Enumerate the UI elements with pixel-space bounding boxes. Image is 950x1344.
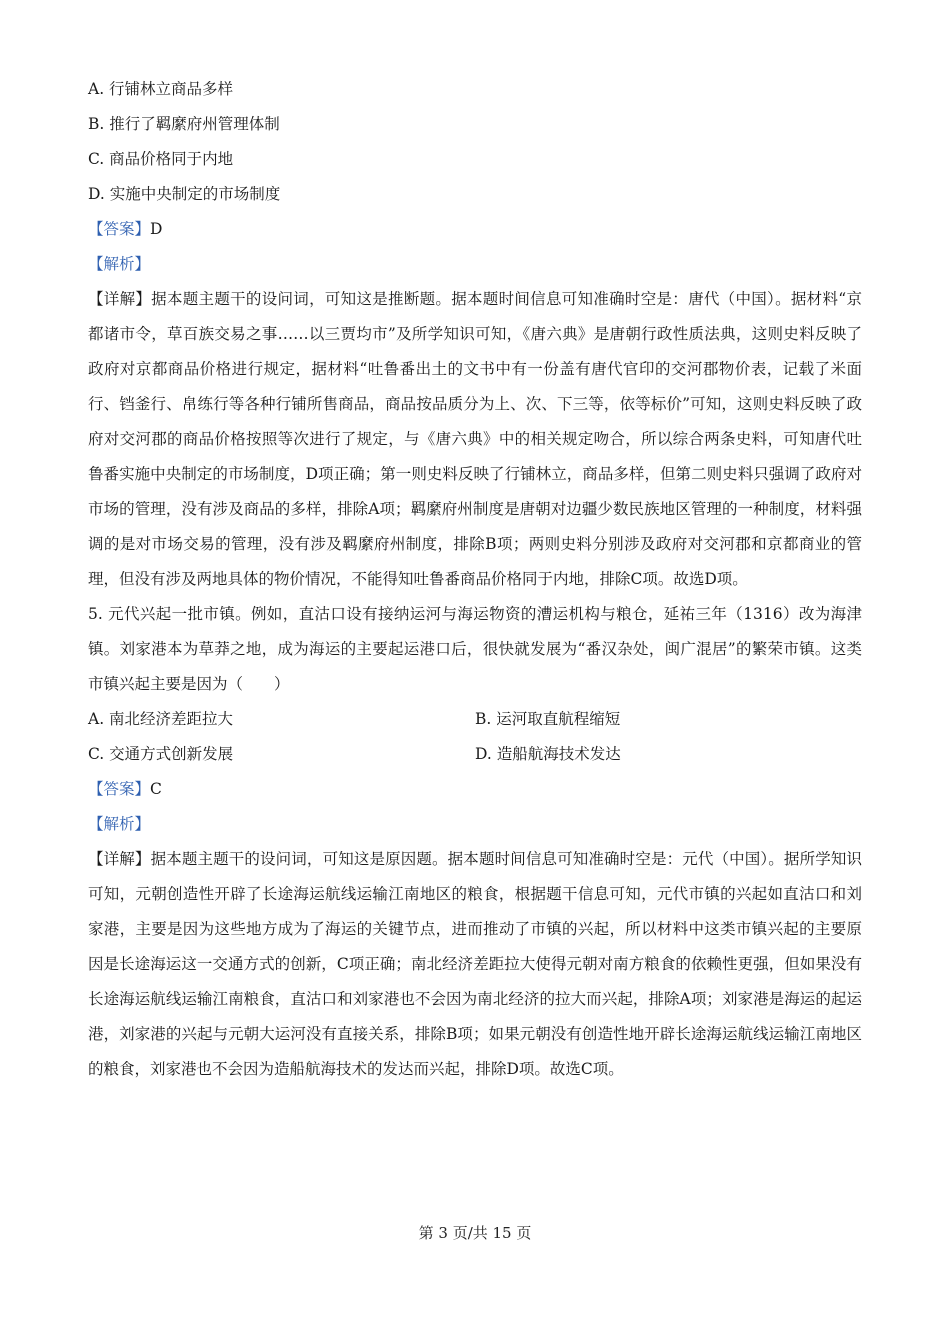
q5-option-b: B. 运河取直航程缩短 (475, 710, 621, 728)
q5-answer-value: C (150, 780, 162, 798)
q4-detail-tag: 【详解】 (88, 290, 152, 308)
page-number: 第 3 页/共 15 页 (418, 1224, 532, 1242)
q5-analysis-tag: 【解析】 (88, 815, 151, 833)
q5-option-a: A. 南北经济差距拉大 (88, 710, 234, 728)
q4-answer-tag: 【答案】 (88, 220, 151, 238)
q5-options-row-1 (88, 702, 862, 737)
q4-analysis-tag: 【解析】 (88, 255, 151, 273)
q4-option-c: C. 商品价格同于内地 (88, 150, 234, 168)
q4-option-d: D. 实施中央制定的市场制度 (88, 185, 281, 203)
document-page (88, 72, 862, 1087)
q4-detail-text: 据本题主题干的设问词，可知这是推断题。据本题时间信息可知准确时空是：唐代（中国）。据材料“京都诸市令，草百族交易之事……以三贾均市”及所学知识可知，《唐六典》是唐朝行政性质法典，这则史料反映了政府对京都商品价格进行规定，据材料“吐鲁番出土的文书中有一份盖有唐代官印的交河郡物价表，记载了米面行、铛釜行、帛练行等各种行铺所售商品，商品按品质分为上、次、下三等，依等标价”可知，这则史料反映了政府对交河郡的商品价格按照等次进行了规定，与《唐六典》中的相关规定吻合，所以综合两条史料，可知唐代吐鲁番实施中央制定的市场制度，D项正确；第一则史料反映了行铺林立，商品多样，但第二则史料只强调了政府对市场的管理，没有涉及商品的多样，排除A项；羁縻府州制度是唐朝对边疆少数民族地区管理的一种制度，材料强调的是对市场交易的管理，没有涉及羁縻府州制度，排除B项；两则史料分别涉及政府对交河郡和京都商业的管理，但没有涉及两地具体的物价情况，不能得知吐鲁番商品价格同于内地，排除C项。故选D项。 (88, 290, 862, 588)
q5-detail-tag: 【详解】 (88, 850, 151, 868)
q4-option-b: B. 推行了羁縻府州管理体制 (88, 115, 280, 133)
q5-analysis-heading (88, 807, 862, 842)
q5-option-d: D. 造船航海技术发达 (475, 745, 621, 763)
q5-answer-tag: 【答案】 (88, 780, 151, 798)
q4-analysis-heading (88, 247, 862, 282)
q4-answer-value: D (150, 220, 163, 238)
q4-detail (88, 282, 862, 597)
q5-answer (88, 772, 862, 807)
q5-options-row-2 (88, 737, 862, 772)
q5-detail-text: 据本题主题干的设问词，可知这是原因题。据本题时间信息可知准确时空是：元代（中国）。据所学知识可知，元朝创造性开辟了长途海运航线运输江南地区的粮食，根据题干信息可知，元代市镇的兴起如直沽口和刘家港，主要是因为这些地方成为了海运的关键节点，进而推动了市镇的兴起，所以材料中这类市镇兴起的主要原因是长途海运这一交通方式的创新，C项正确；南北经济差距拉大使得元朝对南方粮食的依赖性更强，但如果没有长途海运航线运输江南粮食，直沽口和刘家港也不会因为南北经济的拉大而兴起，排除A项；刘家港是海运的起运港，刘家港的兴起与元朝大运河没有直接关系，排除B项；如果元朝没有创造性地开辟长途海运航线运输江南地区的粮食，刘家港也不会因为造船航海技术的发达而兴起，排除D项。故选C项。 (88, 850, 862, 1078)
q4-option-a: A. 行铺林立商品多样 (88, 80, 234, 98)
q5-option-c: C. 交通方式创新发展 (88, 745, 234, 763)
q4-answer (88, 212, 862, 247)
q5-detail (88, 842, 862, 1087)
q5-stem: 5. 元代兴起一批市镇。例如，直沽口设有接纳运河与海运物资的漕运机构与粮仓，延祐三年（1316）改为海津镇。刘家港本为草莽之地，成为海运的主要起运港口后，很快就发展为“番汉杂处，闽广混居”的繁荣市镇。这类市镇兴起主要是因为（ ） (88, 605, 862, 693)
